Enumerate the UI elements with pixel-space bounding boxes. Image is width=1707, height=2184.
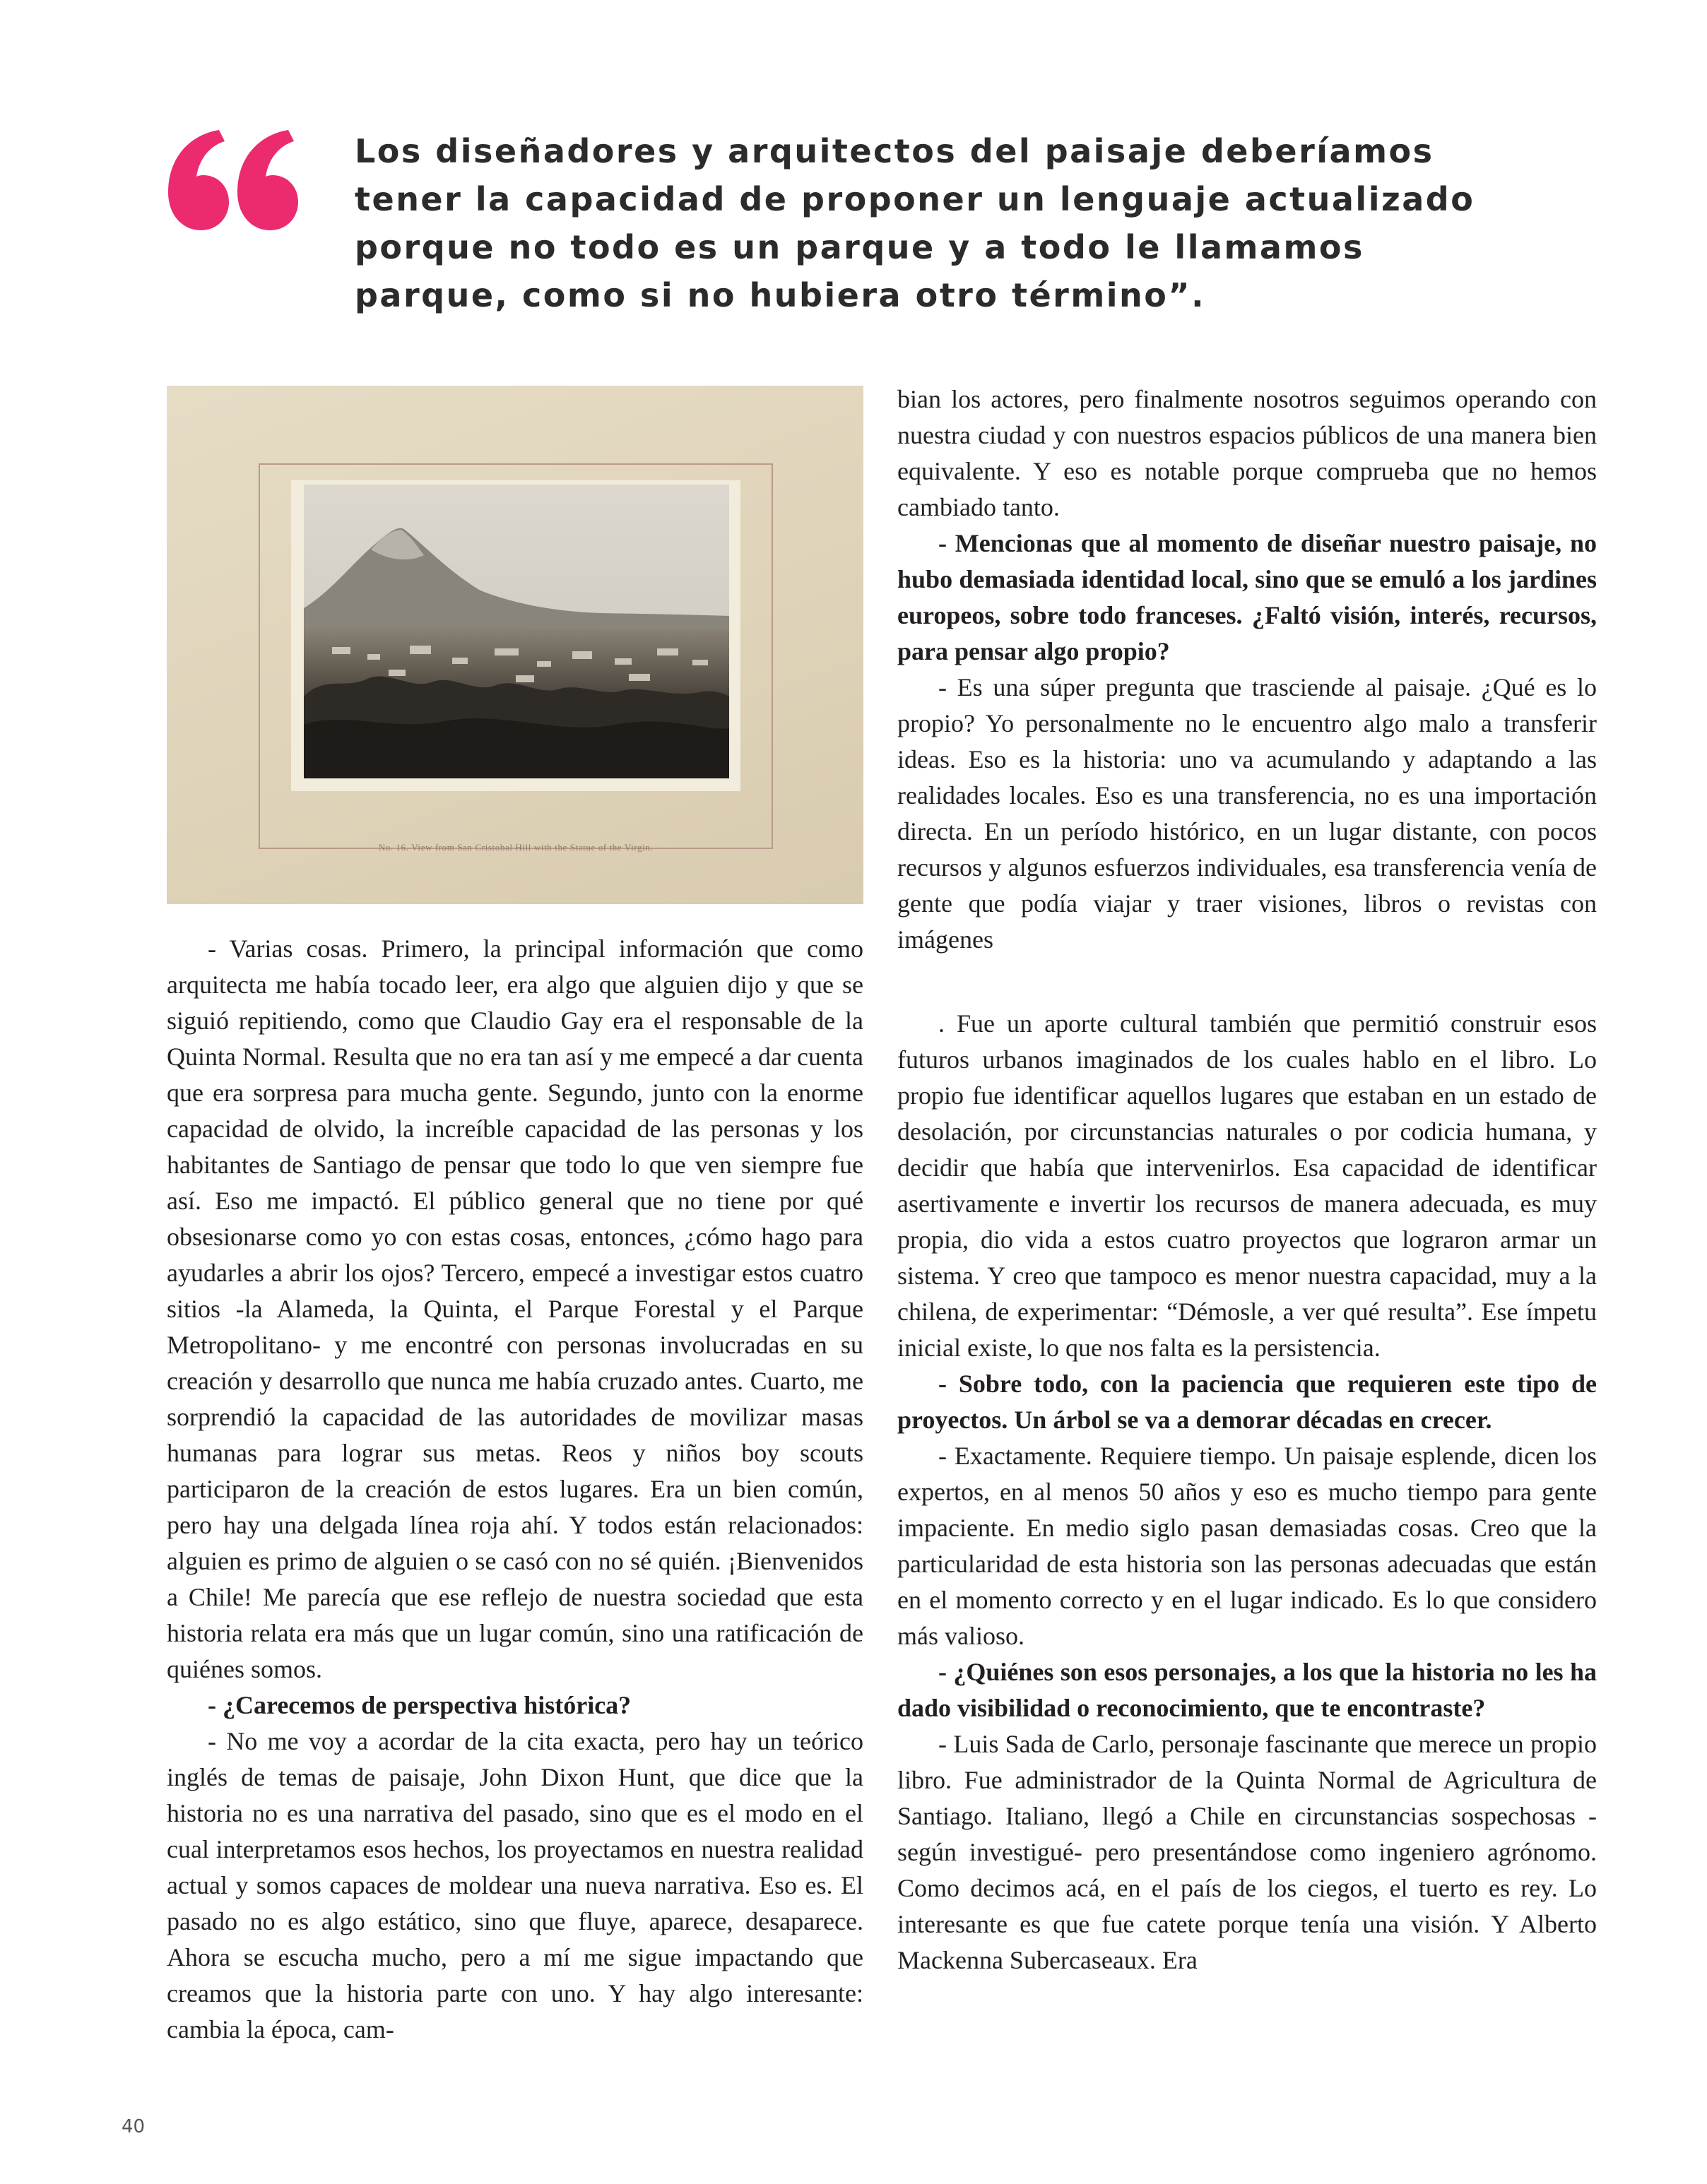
article-column-right-bottom bbox=[897, 1006, 1597, 1978]
answer-paragraph: - Es una súper pregunta que trasciende al paisaje. ¿Qué es lo propio? Yo personalmente no le encuentro algo malo a transferir ideas. Eso es la historia: uno va acumulando y adaptando a las realidades locales. Eso es una transferencia, no es una importación directa. En un período histórico, en un lugar distante, con pocos recursos y algunos esfuerzos individuales, esa transferencia venía de gente que podía viajar y traer visiones, libros o revistas con imágenes bbox=[897, 673, 1597, 954]
article-column-left bbox=[167, 931, 863, 2048]
interview-question: - ¿Carecemos de perspectiva histórica? bbox=[208, 1691, 632, 1719]
answer-paragraph: . Fue un aporte cultural también que permitió construir esos futuros urbanos imaginados de los cuales hablo en el libro. Lo propio fue identificar aquellos lugares que estaban en un estado de desolación, por circunstancias naturales o por codicia humana, y decidir que había que intervenirlos. Esa capacidad de identificar asertivamente e invertir los recursos de manera adecuada, es muy propia, dio vida a estos cuatro proyectos que lograron armar un sistema. Y creo que tampoco es menor nuestra capacidad, muy a la chilena, de experimentar: “Démosle, a ver qué resulta”. Ese ímpetu inicial existe, lo que nos falta es la persistencia. bbox=[897, 1009, 1597, 1362]
photo-caption: No. 16. View from San Cristobal Hill with the Statue of the Virgin. bbox=[378, 842, 654, 853]
answer-paragraph: - No me voy a acordar de la cita exacta, pero hay un teórico inglés de temas de paisaje, John Dixon Hunt, que dice que la historia no es una narrativa del pasado, sino que es el modo en el cual interpretamos esos hechos, los proyectamos en nuestra realidad actual y somos capaces de moldear una nueva narrativa. Eso es. El pasado no es algo estático, sino que fluye, aparece, desaparece. Ahora se escucha mucho, pero a mí me sigue impactando que creamos que la historia parte con uno. Y hay algo interesante: cambia la época, cam- bbox=[167, 1727, 863, 2043]
continued-paragraph: bian los actores, pero finalmente nosotros seguimos operando con nuestra ciudad y con nuestros espacios públicos de una manera bien equivalente. Y eso es notable porque comprueba que no hemos cambiado tanto. bbox=[897, 385, 1597, 521]
answer-paragraph: - Exactamente. Requiere tiempo. Un paisaje esplende, dicen los expertos, en al menos 50 años y eso es mucho tiempo para gente impaciente. En medio siglo pasan demasiadas cosas. Creo que la particularidad de esta historia son las personas adecuadas que están en el momento correcto y en el lugar indicado. Es lo que considero más valioso. bbox=[897, 1442, 1597, 1650]
san-cristobal-hill-photo bbox=[304, 485, 729, 778]
answer-paragraph: - Luis Sada de Carlo, personaje fascinante que merece un propio libro. Fue administrador de la Quinta Normal de Agricultura de Santiago. Italiano, llegó a Chile en circunstancias sospechosas -según investigué- pero presentándose como ingeniero agrónomo. Como decimos acá, en el país de los ciegos, el tuerto es rey. Lo interesante es que fue catete porque tenía una visión. Y Alberto Mackenna Subercaseaux. Era bbox=[897, 1730, 1597, 1974]
page-number: 40 bbox=[122, 2116, 146, 2137]
answer-paragraph: - Varias cosas. Primero, la principal información que como arquitecta me había tocado leer, era algo que alguien dijo y que se siguió repitiendo, como que Claudio Gay era el responsable de la Quinta Normal. Resulta que no era tan así y me empecé a dar cuenta que era sorpresa para mucha gente. Segundo, junto con la enorme capacidad de olvido, la increíble capacidad de las personas y los habitantes de Santiago de pensar que todo lo que ven siempre fue así. Eso me impactó. El público general que no tiene por qué obsesionarse como yo con estas cosas, entonces, ¿cómo hago para ayudarles a abrir los ojos? Tercero, empecé a investigar estos cuatro sitios -la Alameda, la Quinta, el Parque Forestal y el Parque Metropolitano- y me encontré con personas involucradas en su creación y desarrollo que nunca me había cruzado antes. Cuarto, me sorprendió la capacidad de las autoridades de movilizar masas humanas para lograr sus metas. Reos y niños boy scouts participaron de la creación de estos lugares. Era un bien común, pero hay una delgada línea roja ahí. Y todos están relacionados: alguien es primo de alguien o se casó con no sé quién. ¡Bienvenidos a Chile! Me parecía que ese reflejo de nuestra sociedad que esta historia relata era más que un lugar común, sino una ratificación de quiénes somos. bbox=[167, 934, 863, 1683]
quote-mark-icon bbox=[164, 127, 298, 233]
interview-question: - Sobre todo, con la paciencia que requieren este tipo de proyectos. Un árbol se va a demorar décadas en crecer. bbox=[897, 1370, 1597, 1434]
historical-photo bbox=[167, 386, 863, 904]
pull-quote bbox=[164, 127, 1506, 332]
article-column-right-top bbox=[897, 381, 1597, 958]
interview-question: - ¿Quiénes son esos personajes, a los que la historia no les ha dado visibilidad o reconocimiento, que te encontraste? bbox=[897, 1658, 1597, 1722]
interview-question: - Mencionas que al momento de diseñar nuestro paisaje, no hubo demasiada identidad local, sino que se emuló a los jardines europeos, sobre todo franceses. ¿Faltó visión, interés, recursos, para pensar algo propio? bbox=[897, 529, 1597, 665]
pull-quote-text: Los diseñadores y arquitectos del paisaje deberíamos tener la capacidad de proponer un lenguaje actualizado porque no todo es un parque y a todo le llamamos parque, como si no hubiera otro término”. bbox=[355, 132, 1475, 314]
